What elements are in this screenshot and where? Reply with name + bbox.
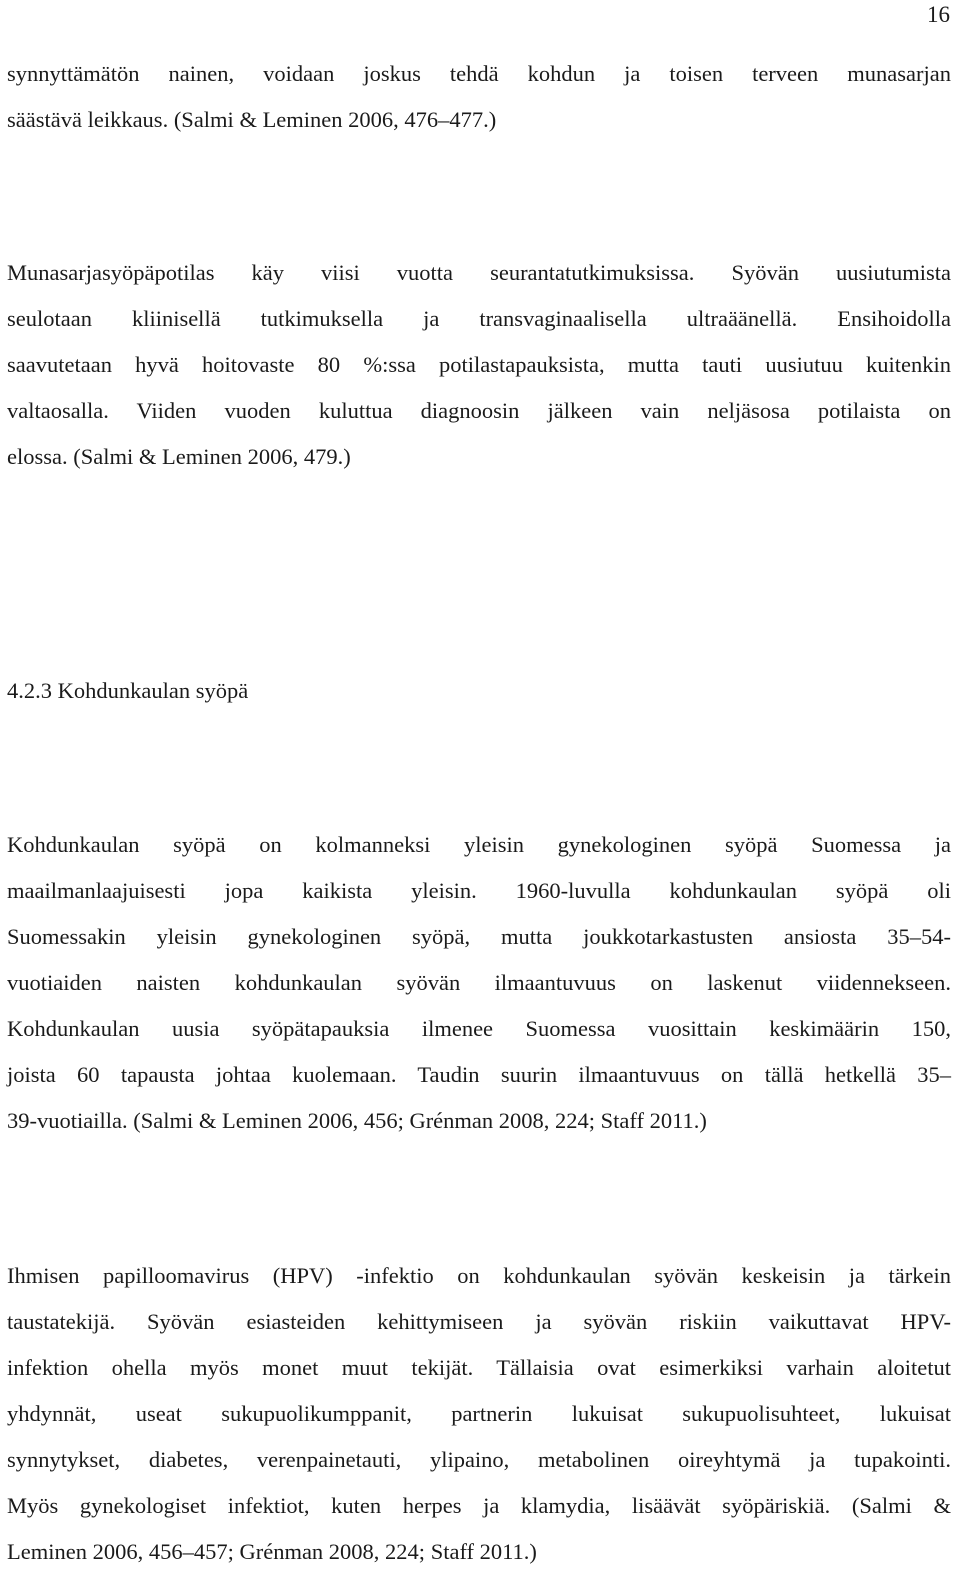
text-line: yhdynnät, useat sukupuolikumppanit, partnerin lukuisat sukupuolisuhteet, lukuisat [7,1401,951,1426]
text-line: 39-vuotiailla. (Salmi & Leminen 2006, 456; Grénman 2008, 224; Staff 2011.) [7,1108,707,1133]
text-line: Leminen 2006, 456–457; Grénman 2008, 224; Staff 2011.) [7,1539,537,1564]
page-number: 16 [927,2,950,27]
text-line: synnytykset, diabetes, verenpainetauti, ylipaino, metabolinen oireyhtymä ja tupakointi. [7,1447,951,1472]
text-line: seulotaan kliinisellä tutkimuksella ja transvaginaalisella ultraäänellä. Ensihoidolla [7,306,951,331]
text-line: Kohdunkaulan uusia syöpätapauksia ilmenee Suomessa vuosittain keskimäärin 150, [7,1016,951,1041]
text-line: elossa. (Salmi & Leminen 2006, 479.) [7,444,351,469]
text-line: Kohdunkaulan syöpä on kolmanneksi yleisin gynekologinen syöpä Suomessa ja [7,832,951,857]
section-heading: 4.2.3 Kohdunkaulan syöpä [7,678,249,703]
text-line: valtaosalla. Viiden vuoden kuluttua diagnoosin jälkeen vain neljäsosa potilaista on [7,398,951,423]
text-line: saavutetaan hyvä hoitovaste 80 %:ssa potilastapauksista, mutta tauti uusiutuu kuitenkin [7,352,951,377]
text-line: Suomessakin yleisin gynekologinen syöpä, mutta joukkotarkastusten ansiosta 35–54- [7,924,951,949]
text-line: Munasarjasyöpäpotilas käy viisi vuotta seurantatutkimuksissa. Syövän uusiutumista [7,260,951,285]
text-line: taustatekijä. Syövän esiasteiden kehittymiseen ja syövän riskiin vaikuttavat HPV- [7,1309,951,1334]
text-line: infektion ohella myös monet muut tekijät. Tällaisia ovat esimerkiksi varhain aloitetut [7,1355,951,1380]
text-line: joista 60 tapausta johtaa kuolemaan. Taudin suurin ilmaantuvuus on tällä hetkellä 35– [7,1062,951,1087]
text-line: vuotiaiden naisten kohdunkaulan syövän ilmaantuvuus on laskenut viidennekseen. [7,970,951,995]
text-line: Myös gynekologiset infektiot, kuten herpes ja klamydia, lisäävät syöpäriskiä. (Salmi & [7,1493,951,1518]
text-line: maailmanlaajuisesti jopa kaikista yleisin. 1960-luvulla kohdunkaulan syöpä oli [7,878,951,903]
text-line: säästävä leikkaus. (Salmi & Leminen 2006, 476–477.) [7,107,497,132]
text-line: synnyttämätön nainen, voidaan joskus tehdä kohdun ja toisen terveen munasarjan [7,61,951,86]
text-line: Ihmisen papilloomavirus (HPV) -infektio on kohdunkaulan syövän keskeisin ja tärkein [7,1263,951,1288]
